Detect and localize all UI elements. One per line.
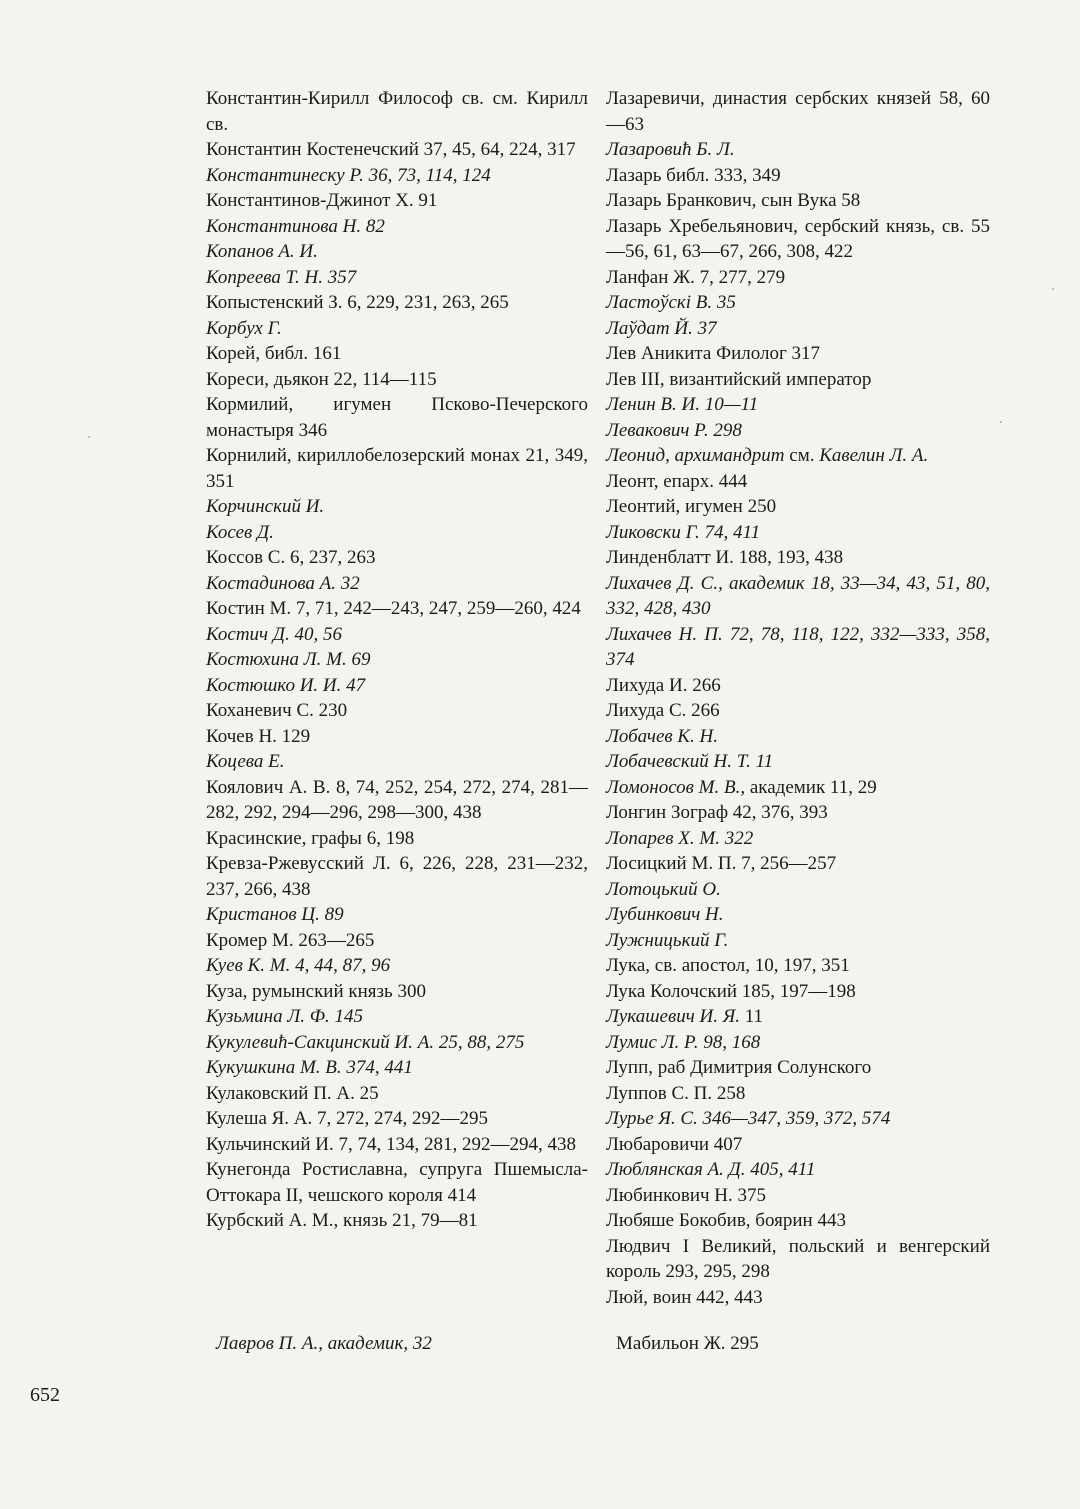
index-entry: Кочев Н. 129 [206,725,311,747]
index-entry: Костин М. 7, 71, 242—243, 247, 259—260, 424 [206,598,581,619]
index-entry: Линденблатт И. 188, 193, 438 [606,547,844,568]
index-entry: Лихачев Д. С., академик 18, 33—34, 43, 51, 80, 332, 428, 430 [606,572,990,619]
index-entry: Любинкович Н. 375 [606,1184,767,1206]
section-start-right: Мабильон Ж. 295 [616,1333,759,1354]
index-entry: Кукушкина М. В. 374, 441 [206,1057,413,1078]
index-entry: Луппов С. П. 258 [606,1082,746,1104]
index-entry: Лубинкович Н. [606,904,724,925]
index-entry: Лихачев Н. П. 72, 78, 118, 122, 332—333, 358, 374 [606,623,990,670]
index-entry: Лазарь Хребельянович, сербский князь, св. 55—56, 61, 63—67, 266, 308, 422 [606,215,990,262]
index-entry: Лупп, раб Димитрия Солунского [606,1057,872,1078]
page-number: 652 [30,1384,60,1406]
index-entry: Кристанов Ц. 89 [206,904,344,925]
index-entry: Кореси, дьякон 22, 114—115 [206,368,437,390]
index-entry: Лосицкий М. П. 7, 256—257 [606,853,837,874]
paper-speck [88,436,90,438]
index-entry: Лонгин Зограф 42, 376, 393 [606,802,828,823]
index-entry: Людвич I Великий, польский и венгерский король 293, 295, 298 [606,1235,990,1282]
index-entry: Ломоносов М. В., академик 11, 29 [606,776,877,798]
index-entry: Косев Д. [206,521,274,543]
index-entry: Кулаковский П. А. 25 [206,1082,379,1104]
index-entry: Люй, воин 442, 443 [606,1286,763,1308]
index-entry: Ланфан Ж. 7, 277, 279 [606,266,786,288]
index-entry: Леонтий, игумен 250 [606,496,777,517]
index-entry: Лазаровић Б. Л. [606,139,735,160]
index-entry: Лумис Л. Р. 98, 168 [606,1031,761,1053]
index-entry: Курбский А. М., князь 21, 79—81 [206,1210,478,1231]
index-entry: Кревза-Ржевусский Л. 6, 226, 228, 231—232, 237, 266, 438 [206,853,588,900]
index-entry: Коцева Е. [206,751,285,772]
index-entry: Костюхина Л. М. 69 [206,649,371,670]
section-start-left: Лавров П. А., академик, 32 [216,1333,432,1354]
index-entry: Леонт, епарх. 444 [606,470,748,492]
index-entry: Лихуда И. 266 [606,674,721,696]
index-entry: Лазарь библ. 333, 349 [606,164,781,186]
index-entry: Лука Колочский 185, 197—198 [606,980,856,1002]
index-entry: Корбух Г. [206,317,282,339]
index-entry: Лурье Я. С. 346—347, 359, 372, 574 [606,1108,891,1129]
index-entry: Корнилий, кириллобелозерский монах 21, 349, 351 [206,445,588,492]
index-entry: Любяше Бокобив, боярин 443 [606,1210,846,1231]
index-entry: Куев К. М. 4, 44, 87, 96 [206,955,391,976]
paper-speck [1000,421,1002,423]
paper-speck [1052,288,1054,290]
index-entry: Корей, библ. 161 [206,343,342,364]
index-entry: Лужницький Г. [606,929,729,951]
index-entry: Ликовски Г. 74, 411 [606,521,761,543]
index-entry: Леонид, архимандрит см. Кавелин Л. А. [606,445,929,466]
index-entry: Константин Костенечский 37, 45, 64, 224, 317 [206,139,576,160]
index-entry: Константинов-Джинот Х. 91 [206,190,438,211]
index-entry: Кузьмина Л. Ф. 145 [206,1006,363,1027]
index-entry: Лихуда С. 266 [606,700,720,721]
index-entry: Лаўдат Й. 37 [606,317,717,339]
index-entry: Кульчинский И. 7, 74, 134, 281, 292—294, 438 [206,1133,576,1155]
index-entry: Лазаревичи, династия сербских князей 58, 60—63 [606,88,990,135]
index-entry: Копанов А. И. [206,241,318,262]
index-entry: Лопарев Х. М. 322 [606,827,754,849]
index-entry: Кунегонда Ростиславна, супруга Пшемысла-Оттокара II, чешского короля 414 [206,1159,588,1206]
index-entry: Лазарь Бранкович, сын Вука 58 [606,190,861,211]
index-column-left [206,86,588,1234]
index-entry: Кулеша Я. А. 7, 272, 274, 292—295 [206,1108,489,1129]
index-entry: Кромер М. 263—265 [206,929,375,951]
index-entry: Костадинова А. 32 [206,572,360,594]
index-entry: Лукашевич И. Я. 11 [606,1006,764,1027]
index-entry: Костюшко И. И. 47 [206,674,366,696]
index-entry: Любаровичи 407 [606,1133,743,1155]
index-entry: Кукулевић-Сакцинский И. А. 25, 88, 275 [206,1031,525,1053]
index-entry: Лотоцький О. [606,878,721,900]
index-entry: Левакович Р. 298 [606,419,742,441]
index-entry: Костич Д. 40, 56 [206,623,342,645]
index-entry: Копыстенский З. 6, 229, 231, 263, 265 [206,292,509,313]
index-entry: Ластоўскі В. 35 [606,292,736,313]
index-entry: Корчинский И. [206,496,325,517]
index-entry: Константинеску Р. 36, 73, 114, 124 [206,164,491,186]
index-entry: Коссов С. 6, 237, 263 [206,547,376,568]
index-entry: Лобачевский Н. Т. 11 [606,751,774,772]
index-entry: Лобачев К. Н. [606,725,719,747]
index-entry: Люблянская А. Д. 405, 411 [606,1159,816,1180]
index-entry: Кормилий, игумен Псково-Печерского монастыря 346 [206,394,588,441]
index-column-right [606,86,990,1310]
index-entry: Красинские, графы 6, 198 [206,827,415,849]
index-entry: Константин-Кирилл Философ св. см. Кирилл св. [206,88,588,135]
index-entry: Лев III, византийский император [606,368,872,390]
index-entry: Ленин В. И. 10—11 [606,394,759,415]
index-entry: Коханевич С. 230 [206,700,348,721]
index-entry: Константинова Н. 82 [206,215,385,237]
index-entry: Куза, румынский князь 300 [206,980,426,1002]
index-entry: Копреева Т. Н. 357 [206,266,357,288]
index-entry: Лука, св. апостол, 10, 197, 351 [606,955,850,976]
index-entry: Коялович А. В. 8, 74, 252, 254, 272, 274, 281—282, 292, 294—296, 298—300, 438 [206,776,588,823]
index-entry: Лев Аникита Филолог 317 [606,343,821,364]
